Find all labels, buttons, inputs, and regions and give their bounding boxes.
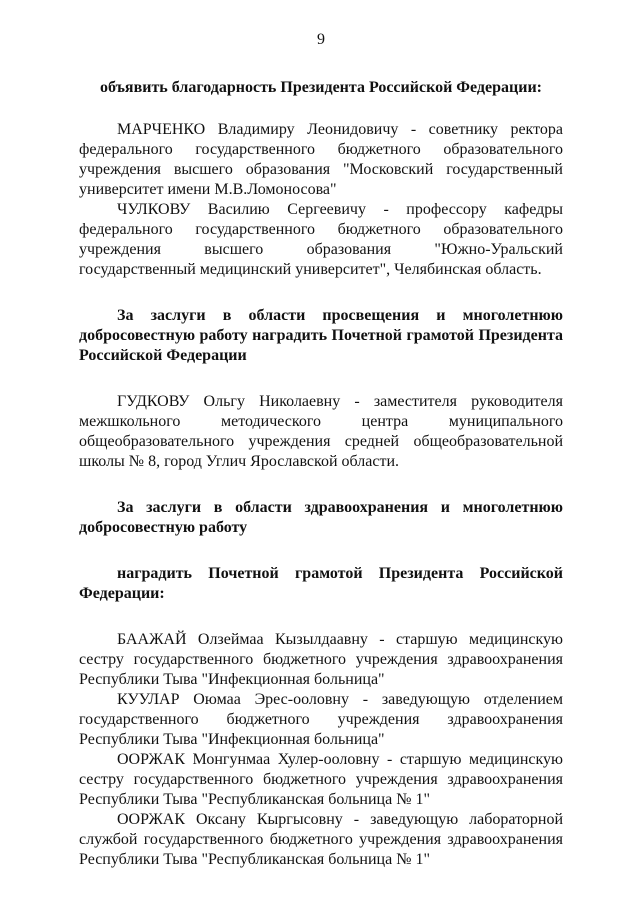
section-heading-gratitude: объявить благодарность Президента Российской Федерации: <box>100 79 542 96</box>
page-number: 9 <box>317 31 325 48</box>
section-heading-education: За заслуги в области просвещения и многолетнюю добросовестную работу наградить Почетной грамотой Президента Российской Федерации <box>79 307 563 364</box>
document-page <box>79 30 563 870</box>
awardee-paragraph: ГУДКОВУ Ольгу Николаевну - заместителя руководителя межшкольного методического центра муниципального общеобразовательного учреждения средней общеобразовательной школы № 8, город Углич Ярославской области. <box>79 393 563 470</box>
awardee-paragraph: ООРЖАК Оксану Кыргысовну - заведующую лабораторной службой государственного бюджетного учреждения здравоохранения Республики Тыва "Республиканская больница № 1" <box>79 811 563 868</box>
awardee-paragraph: ООРЖАК Монгунмаа Хулер-ооловну - старшую медицинскую сестру государственного бюджетного учреждения здравоохранения Республики Тыва "Республиканская больница № 1" <box>79 751 563 808</box>
awardee-paragraph: МАРЧЕНКО Владимиру Леонидовичу - советнику ректора федерального государственного бюджетного образовательного учреждения высшего образования "Московский государственный университет имени М.В.Ломоносова" <box>79 121 563 198</box>
section-heading-award-diploma: наградить Почетной грамотой Президента Российской Федерации: <box>79 565 563 602</box>
awardee-paragraph: БААЖАЙ Олзеймаа Кызылдаавну - старшую медицинскую сестру государственного бюджетного учреждения здравоохранения Республики Тыва "Инфекционная больница" <box>79 631 563 688</box>
awardee-paragraph: КУУЛАР Оюмаа Эрес-ооловну - заведующую отделением государственного бюджетного учреждения здравоохранения Республики Тыва "Инфекционная больница" <box>79 691 563 748</box>
section-heading-healthcare: За заслуги в области здравоохранения и многолетнюю добросовестную работу <box>79 499 563 536</box>
awardee-paragraph: ЧУЛКОВУ Василию Сергеевичу - профессору кафедры федерального государственного бюджетного образовательного учреждения высшего образования "Южно-Уральский государственный медицинский университет", Челябинская область. <box>79 201 563 278</box>
